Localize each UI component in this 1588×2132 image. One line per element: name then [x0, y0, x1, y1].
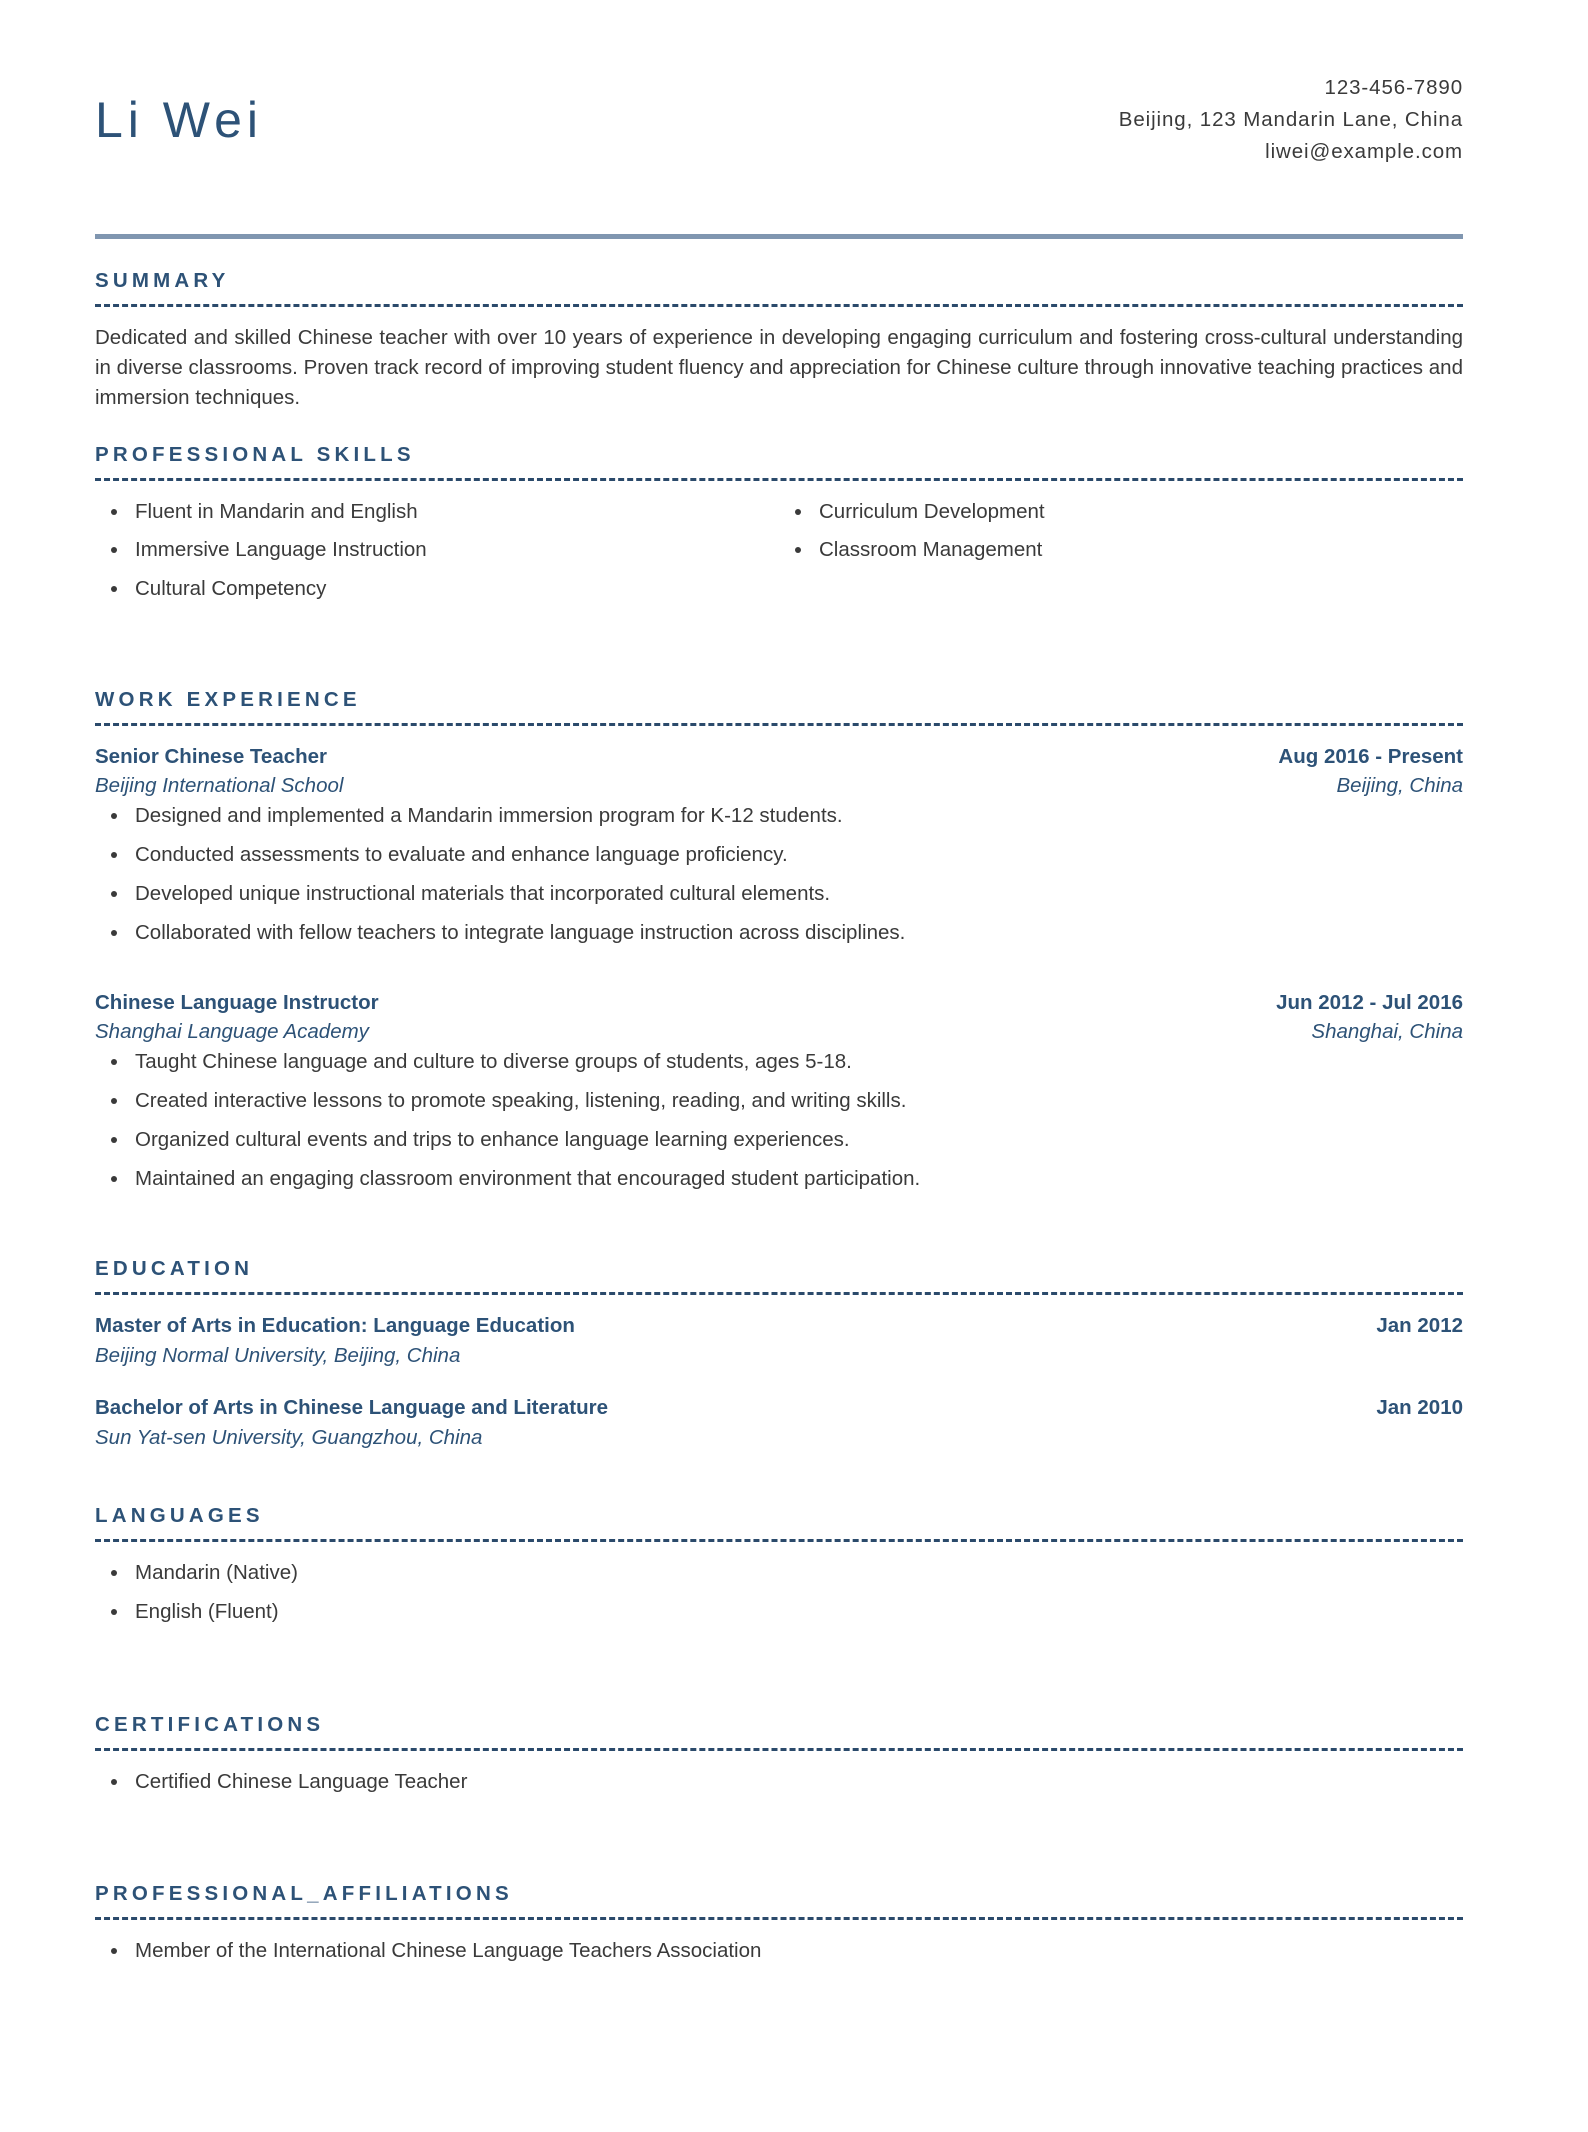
section-body-skills: [95, 481, 1463, 611]
spacer-before-education: [95, 1203, 1463, 1227]
section-education: [95, 1227, 1463, 1452]
list-item: Maintained an engaging classroom environment that encouraged student participation.: [95, 1164, 1463, 1193]
job-company: Beijing International School: [95, 774, 344, 798]
section-body-summary: [95, 307, 1463, 413]
experience-entry-header: [95, 988, 1463, 1047]
experience-entry: [95, 742, 1463, 948]
job-bullet-list: [95, 801, 1463, 947]
job-dates: Aug 2016 - Present: [1278, 744, 1463, 768]
education-degree: Master of Arts in Education: Language Education: [95, 1314, 575, 1338]
job-location: Beijing, China: [1336, 774, 1463, 798]
experience-entry-right: [1278, 742, 1463, 801]
job-title: Chinese Language Instructor: [95, 990, 379, 1014]
list-item: English (Fluent): [95, 1597, 1463, 1626]
certifications-list: [95, 1767, 1463, 1796]
skills-list-left: [95, 497, 779, 602]
section-title-education: EDUCATION: [95, 1257, 254, 1281]
section-title-languages: LANGUAGES: [95, 1504, 264, 1528]
section-affiliations: [95, 1852, 1463, 1965]
experience-spacer: [95, 958, 1463, 988]
education-entry-header: [95, 1393, 1463, 1423]
summary-text: Dedicated and skilled Chinese teacher with over 10 years of experience in developing engaging curriculum and fostering cross-cultural understanding in diverse classrooms. Proven track record of improving student fluency and appreciation for Chinese culture through innovative teaching practices and immersion techniques.: [95, 326, 1463, 410]
list-item: Immersive Language Instruction: [95, 535, 779, 564]
list-item: Classroom Management: [779, 535, 1463, 564]
section-languages: [95, 1474, 1463, 1626]
education-school: Sun Yat-sen University, Guangzhou, China: [95, 1425, 483, 1449]
skills-grid: [95, 497, 1463, 611]
list-item: Designed and implemented a Mandarin immersion program for K-12 students.: [95, 801, 1463, 830]
contact-phone: 123-456-7890: [1324, 76, 1463, 99]
spacer-before-certifications: [95, 1637, 1463, 1683]
education-degree: Bachelor of Arts in Chinese Language and Literature: [95, 1395, 608, 1419]
section-body-experience: [95, 726, 1463, 1194]
list-item: Cultural Competency: [95, 574, 779, 603]
section-body-affiliations: [95, 1920, 1463, 1965]
list-item: Curriculum Development: [779, 497, 1463, 526]
list-item: Collaborated with fellow teachers to integrate language instruction across disciplines.: [95, 918, 1463, 947]
contact-email: liwei@example.com: [1265, 139, 1463, 163]
spacer-before-affiliations: [95, 1806, 1463, 1852]
section-skills: [95, 413, 1463, 611]
affiliations-list: [95, 1936, 1463, 1965]
list-item: Certified Chinese Language Teacher: [95, 1767, 1463, 1796]
section-title-skills: PROFESSIONAL SKILLS: [95, 443, 415, 467]
skills-column-right: [779, 497, 1463, 611]
spacer-before-experience: [95, 612, 1463, 658]
candidate-name: Li Wei: [95, 92, 264, 148]
list-item: Taught Chinese language and culture to diverse groups of students, ages 5-18.: [95, 1047, 1463, 1076]
education-school: Beijing Normal University, Beijing, China: [95, 1344, 461, 1368]
contact-address: Beijing, 123 Mandarin Lane, China: [1118, 107, 1463, 131]
job-location: Shanghai, China: [1311, 1020, 1463, 1044]
section-summary: [95, 239, 1463, 413]
experience-list: [95, 742, 1463, 1194]
job-dates: Jun 2012 - Jul 2016: [1276, 990, 1463, 1014]
list-item: Member of the International Chinese Language Teachers Association: [95, 1936, 1463, 1965]
experience-entry-right: [1276, 988, 1463, 1047]
contact-block: [1119, 62, 1463, 167]
education-entry: [95, 1311, 1463, 1370]
experience-entry-left: [95, 742, 1278, 801]
section-body-languages: [95, 1542, 1463, 1626]
section-title-affiliations: PROFESSIONAL_AFFILIATIONS: [95, 1881, 513, 1905]
job-company: Shanghai Language Academy: [95, 1020, 369, 1044]
list-item: Created interactive lessons to promote speaking, listening, reading, and writing skills.: [95, 1086, 1463, 1115]
list-item: Organized cultural events and trips to enhance language learning experiences.: [95, 1125, 1463, 1154]
job-title: Senior Chinese Teacher: [95, 744, 328, 768]
list-item: Fluent in Mandarin and English: [95, 497, 779, 526]
section-title-certifications: CERTIFICATIONS: [95, 1712, 325, 1736]
education-entry: [95, 1393, 1463, 1452]
section-body-certifications: [95, 1751, 1463, 1796]
list-item: Conducted assessments to evaluate and enhance language proficiency.: [95, 840, 1463, 869]
job-bullet-list: [95, 1047, 1463, 1193]
experience-entry-header: [95, 742, 1463, 801]
section-experience: [95, 658, 1463, 1194]
education-list: [95, 1311, 1463, 1452]
list-item: Mandarin (Native): [95, 1558, 1463, 1587]
experience-entry-left: [95, 988, 1276, 1047]
skills-list-right: [779, 497, 1463, 564]
skills-column-left: [95, 497, 779, 611]
education-entry-header: [95, 1311, 1463, 1341]
section-certifications: [95, 1683, 1463, 1796]
section-title-summary: SUMMARY: [95, 269, 230, 292]
education-date: Jan 2012: [1376, 1314, 1463, 1338]
languages-list: [95, 1558, 1463, 1626]
section-body-education: [95, 1295, 1463, 1452]
education-date: Jan 2010: [1376, 1395, 1463, 1419]
list-item: Developed unique instructional materials that incorporated cultural elements.: [95, 879, 1463, 908]
section-title-experience: WORK EXPERIENCE: [95, 687, 361, 711]
experience-entry: [95, 988, 1463, 1194]
resume-header: [95, 62, 1463, 182]
